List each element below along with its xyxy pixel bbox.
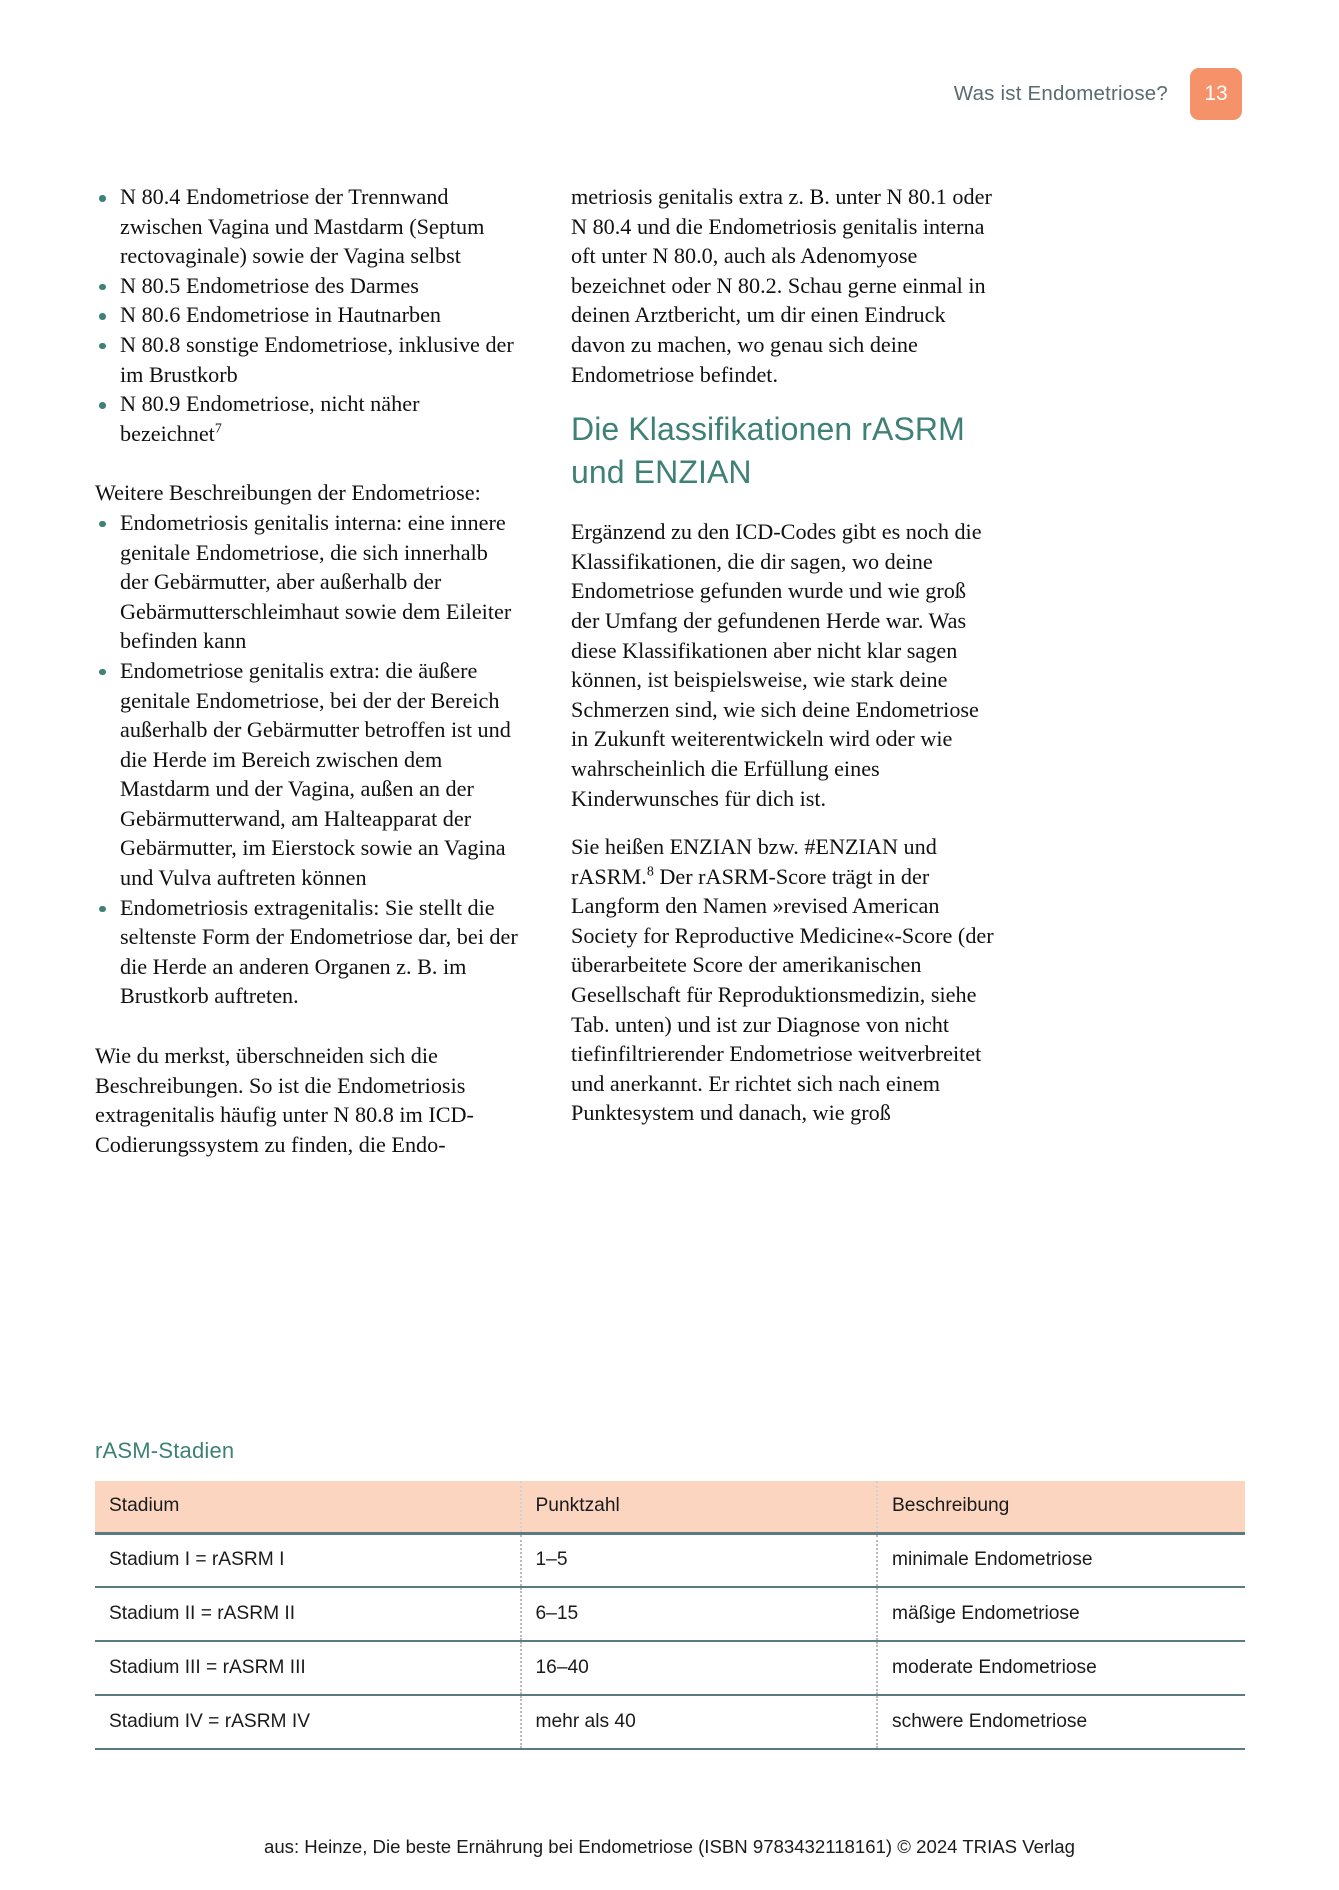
list-item	[95, 389, 519, 448]
weitere-beschreibungen-intro: Weitere Beschreibungen der Endometriose:	[95, 480, 481, 506]
list-item	[95, 893, 519, 1011]
table-header-beschreibung: Beschreibung	[877, 1481, 1245, 1533]
continued-paragraph: metriosis genitalis extra z. B. unter N 80.1 oder N 80.4 und die Endometriosis genitalis interna oft unter N 80.0, auch als Adenomyose bezeichnet oder N 80.2. Schau gerne einmal in deinen Arztbericht, um dir einen Eindruck davon zu machen, wo genau sich deine Endometriose befindet.	[571, 184, 992, 387]
table-header-row	[95, 1481, 1245, 1533]
cell-beschreibung: schwere Endometriose	[877, 1695, 1245, 1749]
icd-bullet-text: N 80.6 Endometriose in Hautnarben	[120, 302, 442, 328]
right-column	[571, 182, 995, 1178]
icd-bullet-text: N 80.5 Endometriose des Darmes	[120, 272, 419, 298]
list-item	[95, 271, 519, 301]
cell-punktzahl: 6–15	[521, 1587, 878, 1641]
cell-stadium: Stadium III = rASRM III	[95, 1641, 521, 1695]
icd-bullet-text: N 80.8 sonstige Endometriose, inklusive der im Brustkorb	[120, 331, 514, 387]
klassifikationen-paragraph-1: Ergänzend zu den ICD-Codes gibt es noch die Klassifikationen, die dir sagen, wo deine Endometriose gefunden wurde und wie groß der Umfang der gefundenen Herde war. Was diese Klassifikationen aber nicht klar sagen können, ist beispielsweise, wie stark deine Schmerzen sind, wie sich deine Endometriose in Zukunft weiterentwickeln wird oder wie wahrscheinlich die Erfüllung eines Kinderwunsches für dich ist.	[571, 519, 982, 811]
left-column	[95, 182, 519, 1178]
cell-punktzahl: 16–40	[521, 1641, 878, 1695]
cell-stadium: Stadium II = rASRM II	[95, 1587, 521, 1641]
table-row	[95, 1695, 1245, 1749]
list-item	[95, 300, 519, 330]
description-list	[95, 508, 519, 1011]
klassifikationen-paragraph-2	[571, 832, 995, 1128]
cell-beschreibung: minimale Endometriose	[877, 1533, 1245, 1587]
table-row	[95, 1587, 1245, 1641]
table-body	[95, 1533, 1245, 1749]
cell-stadium: Stadium I = rASRM I	[95, 1533, 521, 1587]
cell-beschreibung: moderate Endometriose	[877, 1641, 1245, 1695]
icd-code-list	[95, 182, 519, 448]
running-head	[954, 68, 1242, 120]
table-head	[95, 1481, 1245, 1533]
footnote-marker: 8	[646, 864, 654, 880]
footer-source-line: aus: Heinze, Die beste Ernährung bei Endometriose (ISBN 9783432118161) © 2024 TRIAS Verlag	[264, 1836, 1075, 1857]
description-bullet-text: Endometriose genitalis extra: die äußere genitale Endometriose, bei der der Bereich außerhalb der Gebärmutter betroffen ist und die Herde im Bereich zwischen dem Mastdarm und der Vagina, außen an der Gebärmutterwand, am Halteapparat der Gebärmutter, im Eierstock sowie an Vagina und Vulva auftreten können	[120, 657, 511, 891]
description-bullet-text: Endometriosis extragenitalis: Sie stellt die seltenste Form der Endometriose dar, bei der die Herde an anderen Organen z. B. im Brustkorb auftreten.	[120, 894, 518, 1009]
cell-beschreibung: mäßige Endometriose	[877, 1587, 1245, 1641]
rasm-table-block	[95, 1438, 1245, 1750]
paragraph-2-part-a: Sie heißen ENZIAN bzw. #ENZIAN und rASRM.	[571, 834, 937, 889]
table-row	[95, 1533, 1245, 1587]
description-bullet-text: Endometriosis genitalis interna: eine innere genitale Endometriose, die sich innerhalb der Gebärmutter, aber außerhalb der Gebärmutterschleimhaut sowie dem Eileiter befinden kann	[120, 509, 512, 654]
spacer	[95, 448, 519, 478]
running-head-title: Was ist Endometriose?	[953, 82, 1168, 105]
table-row	[95, 1641, 1245, 1695]
list-item	[95, 656, 519, 893]
body-columns	[95, 182, 1245, 1178]
spacer	[95, 1011, 519, 1041]
paragraph-2-part-b: Der rASRM-Score trägt in der Langform den Namen »revised American Society for Reproductive Medicine«-Score (der überarbeitete Score der amerikanischen Gesellschaft für Reproduktionsmedizin, siehe Tab. unten) und ist zur Diagnose von nicht tiefinfiltrierender Endometriose weitverbreitet und anerkannt. Er richtet sich nach einem Punktesystem und danach, wie groß	[571, 863, 994, 1126]
section-heading-klassifikationen: Die Klassifikationen rASRM und ENZIAN	[571, 411, 965, 491]
table-caption: rASM-Stadien	[95, 1438, 235, 1463]
icd-bullet-text: N 80.9 Endometriose, nicht näher bezeichnet	[120, 391, 420, 446]
icd-bullet-text: N 80.4 Endometriose der Trennwand zwischen Vagina und Mastdarm (Septum rectovaginale) sowie der Vagina selbst	[120, 184, 485, 269]
cell-punktzahl: 1–5	[521, 1533, 878, 1587]
list-item	[95, 330, 519, 389]
list-item	[95, 182, 519, 271]
page-number-badge: 13	[1190, 68, 1242, 120]
left-closing-paragraph: Wie du merkst, überschneiden sich die Beschreibungen. So ist die Endometriosis extragenitalis häufig unter N 80.8 im ICD-Codierungssystem zu finden, die Endo-	[95, 1043, 474, 1157]
rasm-stadien-table	[95, 1481, 1245, 1750]
footnote-marker: 7	[214, 421, 222, 437]
cell-punktzahl: mehr als 40	[521, 1695, 878, 1749]
list-item	[95, 508, 519, 656]
table-header-stadium: Stadium	[95, 1481, 521, 1533]
table-header-punktzahl: Punktzahl	[521, 1481, 878, 1533]
cell-stadium: Stadium IV = rASRM IV	[95, 1695, 521, 1749]
